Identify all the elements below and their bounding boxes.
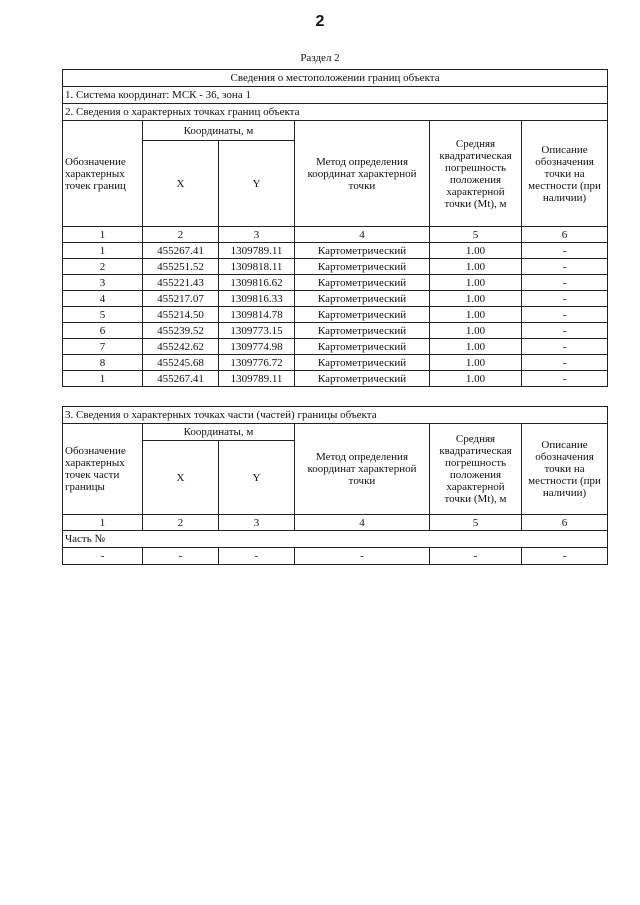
column-number: 1 (63, 227, 143, 243)
point-x: 455242.62 (143, 339, 219, 355)
part-cell: - (219, 548, 295, 565)
point-error: 1.00 (430, 339, 522, 355)
column-number: 6 (522, 227, 608, 243)
part-cell: - (295, 548, 430, 565)
table-title: Сведения о местоположении границ объекта (63, 70, 608, 87)
point-description: - (522, 291, 608, 307)
column-number-row-2 (63, 515, 608, 531)
point-x: 455221.43 (143, 275, 219, 291)
point-x: 455251.52 (143, 259, 219, 275)
header-error: Средняя квадратическая погрешность положения характерной точки (Mt), м (430, 121, 522, 227)
point-number: 1 (63, 243, 143, 259)
point-error: 1.00 (430, 259, 522, 275)
header-y: Y (219, 141, 295, 227)
point-number: 8 (63, 355, 143, 371)
header2-y: Y (219, 441, 295, 515)
point-method: Картометрический (295, 243, 430, 259)
point-description: - (522, 307, 608, 323)
page-number: 2 (315, 13, 325, 30)
point-x: 455217.07 (143, 291, 219, 307)
header-designation: Обозначение характерных точек границ (63, 121, 143, 227)
column-number: 3 (219, 227, 295, 243)
point-y: 1309816.33 (219, 291, 295, 307)
point-error: 1.00 (430, 371, 522, 387)
point-number: 5 (63, 307, 143, 323)
point-number: 1 (63, 371, 143, 387)
point-error: 1.00 (430, 291, 522, 307)
point-description: - (522, 339, 608, 355)
column-number-row (63, 227, 608, 243)
part-cell: - (522, 548, 608, 565)
table-row (63, 243, 608, 259)
point-description: - (522, 371, 608, 387)
column-number: 5 (430, 227, 522, 243)
column-number: 1 (63, 515, 143, 531)
header2-coordinates: Координаты, м (143, 424, 295, 441)
column-number: 3 (219, 515, 295, 531)
point-method: Картометрический (295, 355, 430, 371)
point-y: 1309789.11 (219, 243, 295, 259)
point-x: 455245.68 (143, 355, 219, 371)
boundary-table (62, 69, 608, 387)
point-description: - (522, 243, 608, 259)
point-method: Картометрический (295, 259, 430, 275)
part-table (62, 406, 608, 565)
point-method: Картометрический (295, 323, 430, 339)
point-y: 1309818.11 (219, 259, 295, 275)
subsection-2-title: 2. Сведения о характерных точках границ объекта (63, 104, 608, 121)
section-label: Раздел 2 (300, 52, 340, 64)
point-x: 455267.41 (143, 371, 219, 387)
header2-designation: Обозначение характерных точек части границы (63, 424, 143, 515)
point-y: 1309814.78 (219, 307, 295, 323)
point-description: - (522, 259, 608, 275)
point-x: 455267.41 (143, 243, 219, 259)
table-row (63, 307, 608, 323)
part-cell: - (143, 548, 219, 565)
table-row (63, 339, 608, 355)
point-y: 1309773.15 (219, 323, 295, 339)
column-number: 5 (430, 515, 522, 531)
table-row (63, 323, 608, 339)
point-description: - (522, 323, 608, 339)
header2-error: Средняя квадратическая погрешность положения характерной точки (Mt), м (430, 424, 522, 515)
coordinate-system: 1. Система координат: МСК - 36, зона 1 (63, 87, 608, 104)
table-row (63, 355, 608, 371)
part-label: Часть № (63, 531, 608, 548)
point-method: Картометрический (295, 371, 430, 387)
point-number: 6 (63, 323, 143, 339)
point-y: 1309774.98 (219, 339, 295, 355)
point-number: 3 (63, 275, 143, 291)
header-x: X (143, 141, 219, 227)
column-number: 4 (295, 515, 430, 531)
table-row (63, 275, 608, 291)
point-y: 1309776.72 (219, 355, 295, 371)
table-row (63, 371, 608, 387)
column-number: 2 (143, 227, 219, 243)
column-number: 2 (143, 515, 219, 531)
point-description: - (522, 275, 608, 291)
header2-x: X (143, 441, 219, 515)
point-error: 1.00 (430, 323, 522, 339)
point-number: 2 (63, 259, 143, 275)
point-x: 455239.52 (143, 323, 219, 339)
point-method: Картометрический (295, 339, 430, 355)
part-cell: - (63, 548, 143, 565)
point-error: 1.00 (430, 355, 522, 371)
point-method: Картометрический (295, 275, 430, 291)
point-error: 1.00 (430, 307, 522, 323)
point-method: Картометрический (295, 291, 430, 307)
point-description: - (522, 355, 608, 371)
part-cell: - (430, 548, 522, 565)
point-y: 1309789.11 (219, 371, 295, 387)
point-error: 1.00 (430, 275, 522, 291)
column-number: 6 (522, 515, 608, 531)
header2-description: Описание обозначения точки на местности (при наличии) (522, 424, 608, 515)
table-row (63, 259, 608, 275)
table-row (63, 291, 608, 307)
column-number: 4 (295, 227, 430, 243)
point-y: 1309816.62 (219, 275, 295, 291)
header-coordinates: Координаты, м (143, 121, 295, 141)
header-description: Описание обозначения точки на местности (при наличии) (522, 121, 608, 227)
subsection-3-title: 3. Сведения о характерных точках части (частей) границы объекта (63, 407, 608, 424)
point-number: 7 (63, 339, 143, 355)
part-row (63, 548, 608, 565)
point-method: Картометрический (295, 307, 430, 323)
point-error: 1.00 (430, 243, 522, 259)
header-method: Метод определения координат характерной точки (295, 121, 430, 227)
point-number: 4 (63, 291, 143, 307)
point-x: 455214.50 (143, 307, 219, 323)
header2-method: Метод определения координат характерной точки (295, 424, 430, 515)
